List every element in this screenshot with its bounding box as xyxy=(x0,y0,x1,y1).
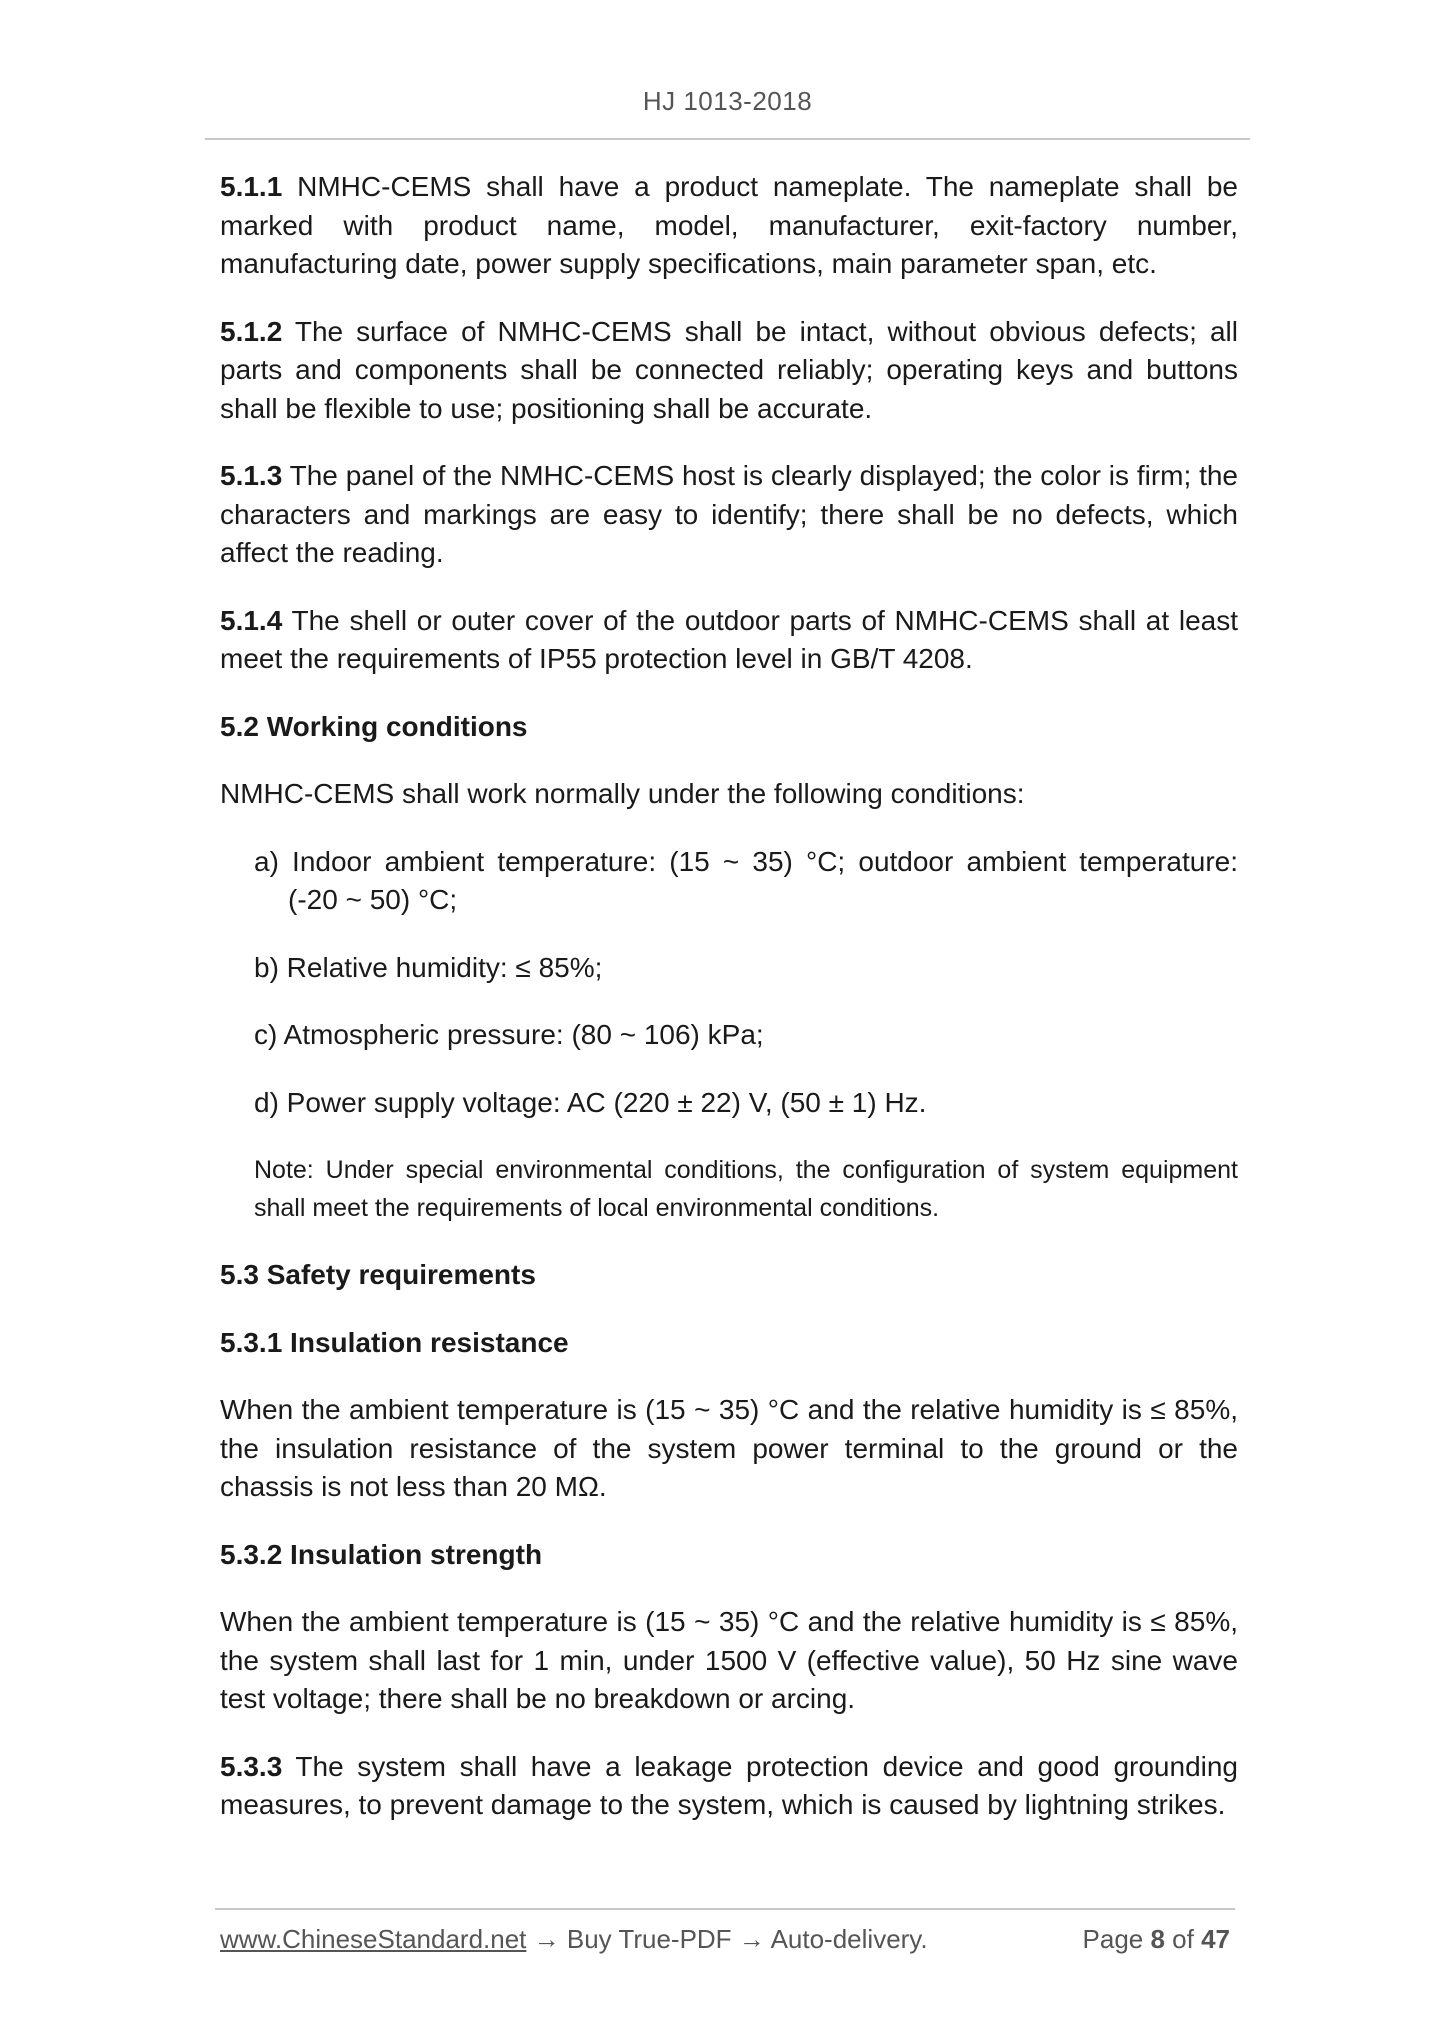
page-content xyxy=(220,168,1238,1854)
clause-text: The shell or outer cover of the outdoor parts of NMHC-CEMS shall at least meet the requirements of IP55 protection level in GB/T 4208. xyxy=(220,604,1238,674)
heading-5-3: 5.3 Safety requirements xyxy=(220,1259,536,1290)
document-header: HJ 1013-2018 xyxy=(642,86,813,116)
clause-text: The system shall have a leakage protection device and good grounding measures, to prevent damage to the system, which is caused by lightning strikes. xyxy=(220,1750,1238,1820)
page-label: Page xyxy=(1082,1924,1151,1954)
page-number: 8 xyxy=(1150,1924,1165,1954)
clause-5-1-3 xyxy=(220,457,1238,573)
note: Note: Under special environmental conditions, the configuration of system equipment shall meet the requirements of local environmental conditions. xyxy=(254,1156,1238,1222)
clause-number: 5.1.1 xyxy=(220,171,283,202)
heading-5-2: 5.2 Working conditions xyxy=(220,710,528,742)
clause-5-1-2 xyxy=(220,313,1238,429)
clause-text: NMHC-CEMS shall have a product nameplate. The nameplate shall be marked with product name, model, manufacturer, exit-factory number, manufacturing date, power supply specifications, main parameter span, etc. xyxy=(220,171,1238,279)
condition-c: c) Atmospheric pressure: (80 ~ 106) kPa; xyxy=(254,1019,764,1050)
condition-d: d) Power supply voltage: AC (220 ± 22) V, (50 ± 1) Hz. xyxy=(254,1086,927,1118)
clause-5-1-1 xyxy=(220,168,1238,284)
working-conditions-intro: NMHC-CEMS shall work normally under the following conditions: xyxy=(220,778,1025,809)
clause-text: The surface of NMHC-CEMS shall be intact, without obvious defects; all parts and components shall be connected reliably; operating keys and buttons shall be flexible to use; positioning shall be accurate. xyxy=(220,315,1238,424)
insulation-strength-text: When the ambient temperature is (15 ~ 35) °C and the relative humidity is ≤ 85%, the system shall last for 1 min, under 1500 V (effective value), 50 Hz sine wave test voltage; there shall be no breakdown or arcing. xyxy=(220,1606,1238,1714)
heading-5-3-1: 5.3.1 Insulation resistance xyxy=(220,1326,569,1358)
page-total: 47 xyxy=(1201,1924,1230,1954)
footer-left xyxy=(220,1924,928,1955)
clause-number: 5.1.2 xyxy=(220,315,283,347)
condition-a: a) Indoor ambient temperature: (15 ~ 35) °C; outdoor ambient temperature: (-20 ~ 50) °C; xyxy=(254,845,1238,915)
header-divider xyxy=(205,138,1250,140)
clause-number: 5.3.3 xyxy=(220,1750,283,1782)
insulation-resistance-text: When the ambient temperature is (15 ~ 35) °C and the relative humidity is ≤ 85%, the insulation resistance of the system power terminal to the ground or the chassis is not less than 20 MΩ. xyxy=(220,1394,1238,1502)
clause-5-3-3 xyxy=(220,1748,1238,1825)
condition-b: b) Relative humidity: ≤ 85%; xyxy=(254,951,603,983)
page-indicator xyxy=(1083,1924,1230,1955)
clause-number: 5.1.3 xyxy=(220,460,283,491)
website-link[interactable]: www.ChineseStandard.net xyxy=(220,1924,527,1954)
footer-divider xyxy=(215,1908,1235,1910)
page-footer xyxy=(220,1924,1230,1955)
heading-5-3-2: 5.3.2 Insulation strength xyxy=(220,1538,543,1570)
of-label: of xyxy=(1164,1924,1202,1954)
clause-number: 5.1.4 xyxy=(220,604,283,636)
clause-5-1-4 xyxy=(220,602,1238,679)
footer-tagline: → Buy True-PDF → Auto-delivery. xyxy=(526,1924,928,1954)
clause-text: The panel of the NMHC-CEMS host is clearly displayed; the color is firm; the characters and markings are easy to identify; there shall be no defects, which affect the reading. xyxy=(220,460,1238,568)
